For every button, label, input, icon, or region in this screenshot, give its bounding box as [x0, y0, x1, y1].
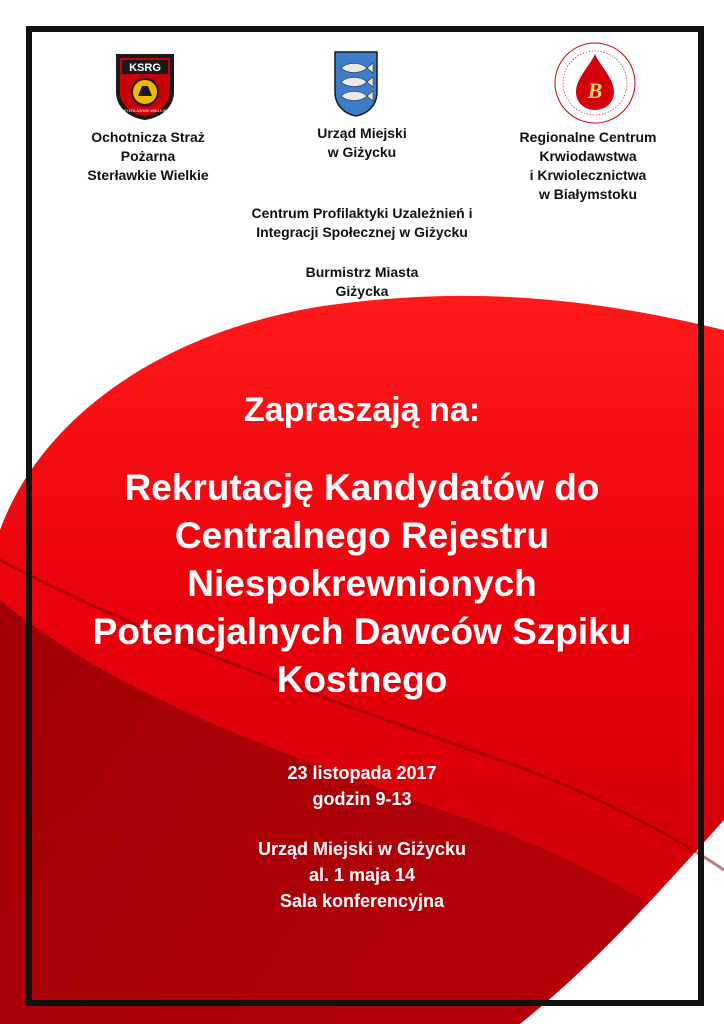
rckik-logo-letter: B: [587, 78, 603, 103]
blood-drop-logo-icon: [552, 40, 638, 126]
sponsor-rckik-name: Regionalne Centrum Krwiodawstwa i Krwiolecznictwa w Białymstoku: [519, 129, 657, 202]
event-venue: Urząd Miejski w Giżycku al. 1 maja 14 Sala konferencyjna: [257, 839, 467, 911]
sponsor-osp-name: Ochotnicza Straż Pożarna Sterławkie Wielkie: [87, 129, 209, 183]
sponsor-cpu-name: Centrum Profilaktyki Uzależnień i Integracji Społecznej w Giżycku: [251, 205, 473, 240]
fire-brigade-emblem-icon: [112, 52, 178, 122]
event-title: Rekrutację Kandydatów do Centralnego Rejestru Niespokrewnionych Potencjalnych Dawców Szpiku Kostnego: [92, 467, 632, 700]
event-date: 23 listopada 2017 godzin 9-13: [287, 763, 437, 809]
sponsor-burmistrz-name: Burmistrz Miasta Giżycka: [305, 264, 419, 299]
sponsor-um-name: Urząd Miejski w Giżycku: [317, 125, 407, 160]
osp-logo-text: KSRG: [129, 62, 161, 74]
invite-heading: Zapraszają na:: [243, 391, 481, 429]
osp-logo-ring-text: STERŁAWKIE WIELKIE: [123, 108, 167, 113]
coat-of-arms-fish-icon: [333, 50, 379, 118]
